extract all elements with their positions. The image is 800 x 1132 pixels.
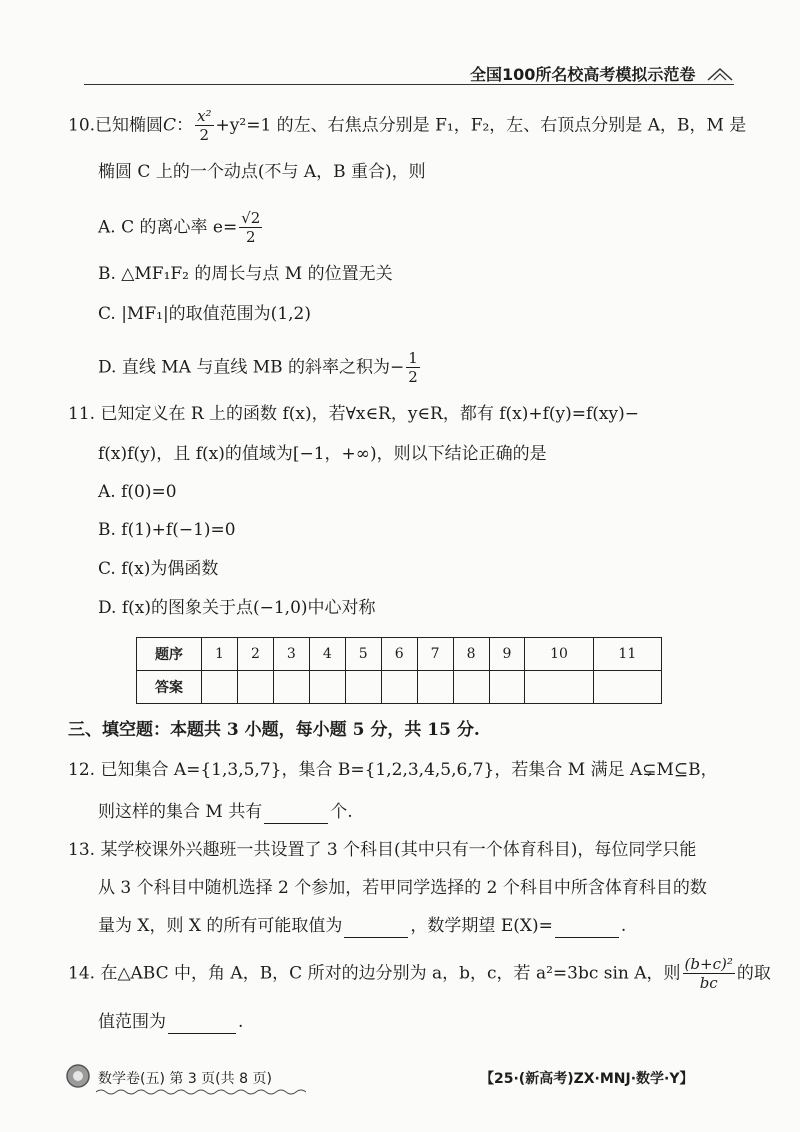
q14-line1: 14. 在△ABC 中，角 A，B，C 所对的边分别为 a，b，c，若 a²=3bc sin A，则 $\frac{\text{(b+c)²}}{bc}$ 的取 <box>68 955 771 992</box>
answer-cell[interactable] <box>273 671 309 704</box>
footer-page-info: 数学卷(五) 第 3 页(共 8 页) <box>98 1071 272 1087</box>
q10-option-c: C. |MF₁|的取值范围为(1,2) <box>98 304 311 324</box>
q12-line1: 12. 已知集合 A={1,3,5,7}，集合 B={1,2,3,4,5,6,7}，若集合 M 满足 A⊊M⊆B， <box>68 760 718 780</box>
q10-option-b: B. △MF₁F₂ 的周长与点 M 的位置无关 <box>98 264 393 284</box>
q13-blank-expectation[interactable] <box>555 921 619 938</box>
footer-logo-icon <box>64 1062 92 1090</box>
q10-option-a: A. C 的离心率 e= $\frac{√2}{2}$ <box>98 209 261 246</box>
table-cell-number: 2 <box>237 638 273 671</box>
answer-cell[interactable] <box>453 671 489 704</box>
q11-line2: f(x)f(y)，且 f(x)的值域为[−1，+∞)，则以下结论正确的是 <box>98 444 547 464</box>
table-cell-number: 4 <box>309 638 345 671</box>
chevron-decoration-icon <box>706 66 736 82</box>
q11-option-c: C. f(x)为偶函数 <box>98 559 219 579</box>
table-cell-number: 5 <box>345 638 381 671</box>
q10-line2: 椭圆 C 上的一个动点(不与 A，B 重合)，则 <box>98 162 426 182</box>
answer-cell[interactable] <box>525 671 593 704</box>
q13-line1: 13. 某学校课外兴趣班一共设置了 3 个科目(其中只有一个体育科目)，每位同学只能 <box>68 840 697 860</box>
q13-blank-values[interactable] <box>344 921 408 938</box>
answer-table <box>136 637 662 704</box>
table-cell-number: 9 <box>489 638 525 671</box>
section3-heading: 三、填空题：本题共 3 小题，每小题 5 分，共 15 分. <box>68 720 480 740</box>
answer-table-row-number <box>137 638 662 671</box>
q14-fraction: $\frac{\text{(b+c)²}}{bc}$ <box>684 955 733 992</box>
q10-fraction: $\frac{\text{x²}}{2}$ <box>197 107 212 144</box>
answer-cell[interactable] <box>417 671 453 704</box>
answer-cell[interactable] <box>202 671 238 704</box>
table-cell-number: 11 <box>593 638 661 671</box>
q10-option-d: D. 直线 MA 与直线 MB 的斜率之积为− $\frac{1}{2}$ <box>98 349 418 386</box>
answer-cell[interactable] <box>593 671 661 704</box>
q13-line3: 量为 X，则 X 的所有可能取值为 ，数学期望 E(X)= . <box>98 916 627 936</box>
table-cell-number: 1 <box>202 638 238 671</box>
q12-answer-blank[interactable] <box>264 807 328 824</box>
series-title: 全国100所名校高考模拟示范卷 <box>470 65 696 84</box>
q11-option-a: A. f(0)=0 <box>98 482 177 502</box>
answer-cell[interactable] <box>489 671 525 704</box>
q11-option-b: B. f(1)+f(−1)=0 <box>98 520 236 540</box>
footer-exam-code: 【25·(新高考)ZX·MNJ·数学·Y】 <box>480 1071 694 1087</box>
table-cell-number: 7 <box>417 638 453 671</box>
answer-table-row-answer <box>137 671 662 704</box>
answer-cell[interactable] <box>381 671 417 704</box>
table-cell-number: 6 <box>381 638 417 671</box>
q14-line2: 值范围为 . <box>98 1012 244 1032</box>
table-cell-number: 10 <box>525 638 593 671</box>
q13-line2: 从 3 个科目中随机选择 2 个参加，若甲同学选择的 2 个科目中所含体育科目的数 <box>98 878 707 898</box>
q11-option-d: D. f(x)的图象关于点(−1,0)中心对称 <box>98 598 376 618</box>
table-cell-number: 8 <box>453 638 489 671</box>
table-cell-number: 3 <box>273 638 309 671</box>
footer-wave-decoration <box>96 1088 306 1096</box>
answer-cell[interactable] <box>345 671 381 704</box>
q14-answer-blank[interactable] <box>168 1017 236 1034</box>
q11-line1: 11. 已知定义在 R 上的函数 f(x)，若∀x∈R，y∈R，都有 f(x)+f(y)=f(xy)− <box>68 404 640 424</box>
answer-cell[interactable] <box>309 671 345 704</box>
q10-line1: 10.已知椭圆C： $\frac{\text{x²}}{2}$ +y²=1 的左、右焦点分别是 F₁，F₂，左、右顶点分别是 A，B，M 是 <box>68 107 747 144</box>
table-label-number: 题序 <box>137 638 202 671</box>
q12-line2: 则这样的集合 M 共有 个. <box>98 802 353 822</box>
answer-cell[interactable] <box>237 671 273 704</box>
table-label-answer: 答案 <box>137 671 202 704</box>
